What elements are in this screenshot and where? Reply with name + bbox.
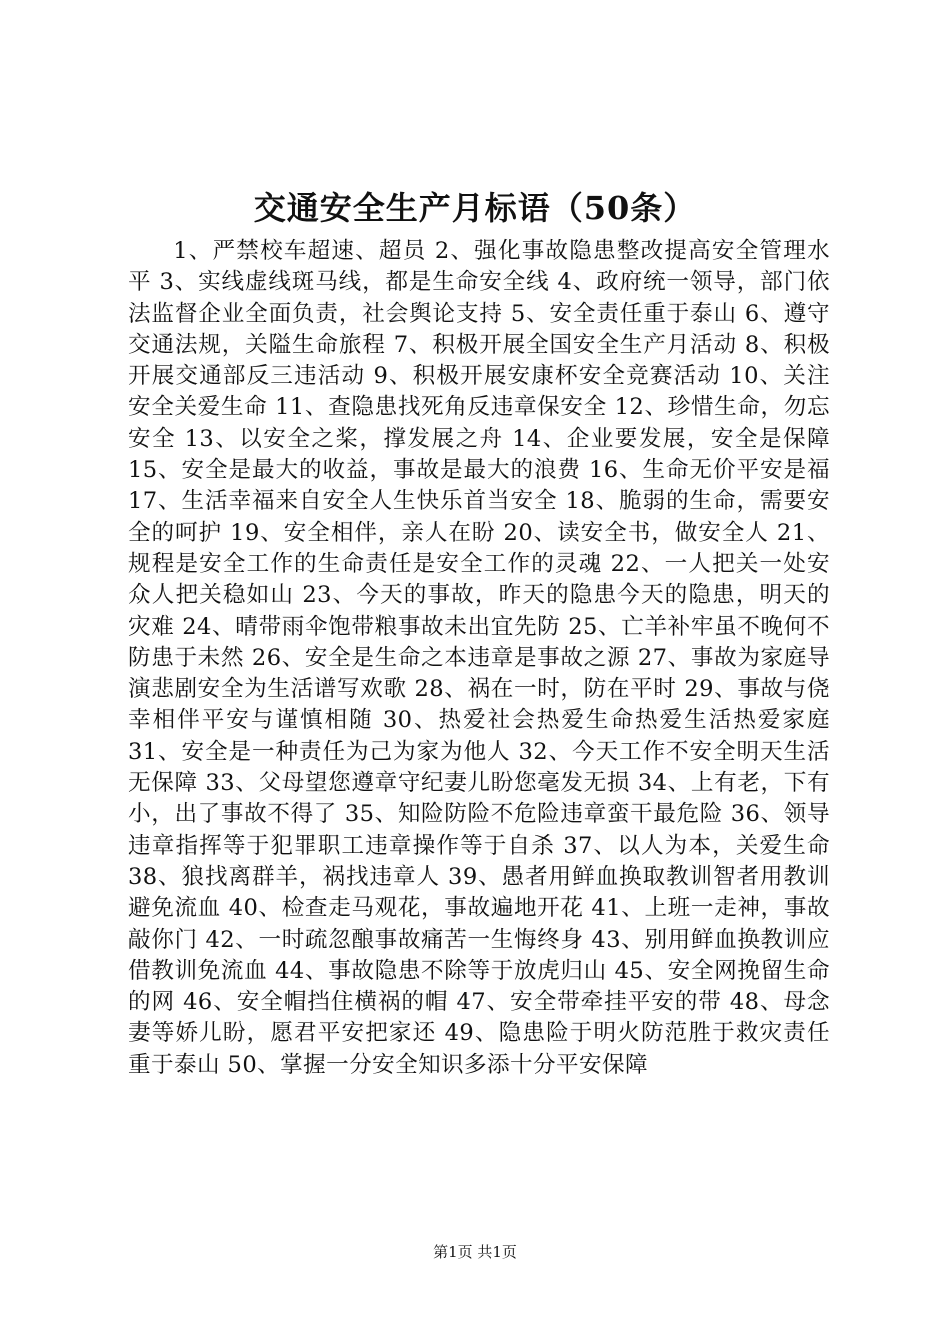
document-body: 1、严禁校车超速、超员 2、强化事故隐患整改提高安全管理水平 3、实线虚线斑马线，都是生命安全线 4、政府统一领导，部门依法监督企业全面负责，社会舆论支持 5、安全责任重于泰山 6、遵守交通法规，关隘生命旅程 7、积极开展全国安全生产月活动 8、积极开展交通部反三违活动 9、积极开展安康杯安全竞赛活动 10、关注安全关爱生命 11、查隐患找死角反违章保安全 12、珍惜生命，勿忘安全 13、以安全之桨，撑发展之舟 14、企业要发展，安全是保障 15、安全是最大的收益，事故是最大的浪费 16、生命无价平安是福 17、生活幸福来自安全人生快乐首当安全 18、脆弱的生命，需要安全的呵护 19、安全相伴，亲人在盼 20、读安全书，做安全人 21、规程是安全工作的生命责任是安全工作的灵魂 22、一人把关一处安众人把关稳如山 23、今天的事故，昨天的隐患今天的隐患，明天的灾难 24、晴带雨伞饱带粮事故未出宜先防 25、亡羊补牢虽不晚何不防患于未然 26、安全是生命之本违章是事故之源 27、事故为家庭导演悲剧安全为生活谱写欢歌 28、祸在一时，防在平时 29、事故与侥幸相伴平安与谨慎相随 30、热爱社会热爱生命热爱生活热爱家庭 31、安全是一种责任为己为家为他人 32、今天工作不安全明天生活无保障 33、父母望您遵章守纪妻儿盼您毫发无损 34、上有老，下有小，出了事故不得了 35、知险防险不危险违章蛮干最危险 36、领导违章指挥等于犯罪职工违章操作等于自杀 37、以人为本，关爱生命 38、狼找离群羊，祸找违章人 39、愚者用鲜血换取教训智者用教训避免流血 40、检查走马观花，事故遍地开花 41、上班一走神，事故敲你门 42、一时疏忽酿事故痛苦一生悔终身 43、别用鲜血换教训应借教训免流血 44、事故隐患不除等于放虎归山 45、安全网挽留生命的网 46、安全帽挡住横祸的帽 47、安全带牵挂平安的带 48、母念妻等娇儿盼，愿君平安把家还 49、隐患险于明火防范胜于救灾责任重于泰山 50、掌握一分安全知识多添十分平安保障 (128, 238, 831, 1078)
page-footer: 第1页 共1页 (433, 1243, 517, 1261)
document-title: 交通安全生产月标语（50条） (253, 189, 697, 227)
